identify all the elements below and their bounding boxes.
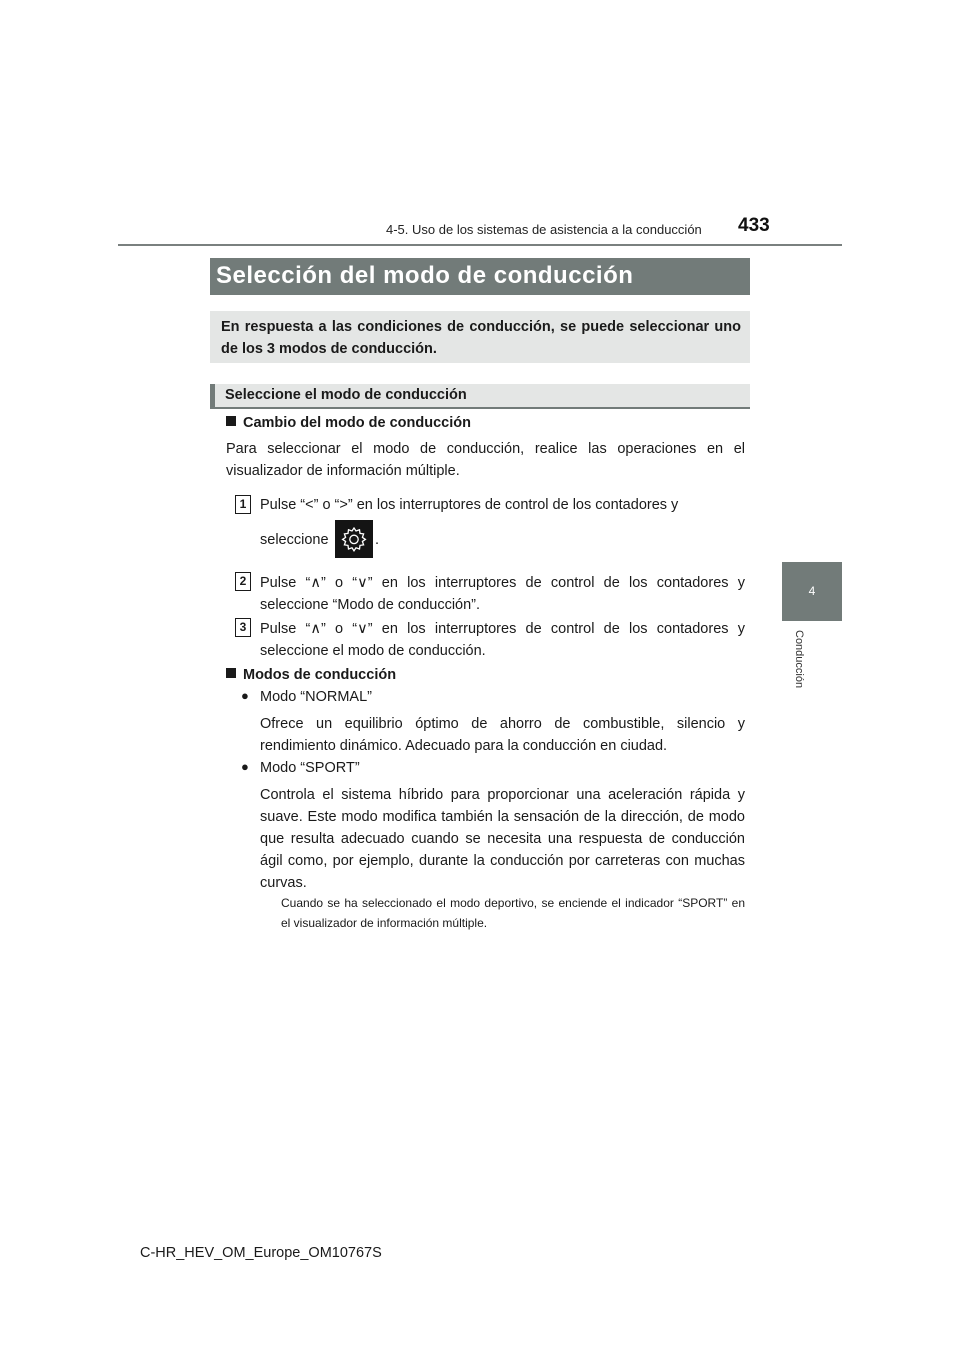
mode-sport-desc: Controla el sistema híbrido para proporcionar una aceleración rápida y suave. Este modo modifica también la sensación de la dirección, de modo que resulta adecuado cuando se necesita una respuesta de conducción ágil como, por ejemplo, durante la conducción por carreteras con muchas curvas. (260, 787, 745, 891)
subheading-bar (210, 384, 750, 409)
section-heading-driving-modes: Modos de conducción (226, 667, 396, 683)
mode-normal-desc: Ofrece un equilibrio óptimo de ahorro de combustible, silencio y rendimiento dinámico. Adecuado para la conducción en ciudad. (260, 716, 745, 754)
step-number-1: 1 (235, 495, 251, 514)
square-bullet-icon (226, 668, 236, 678)
step-2-text: Pulse “∧” o “∨” en los interruptores de control de los contadores y seleccione “Modo de conducción”. (260, 575, 745, 613)
mode-normal-name: Modo “NORMAL” (260, 689, 372, 705)
page-title: Selección del modo de conducción (216, 262, 634, 289)
step-1-text: Pulse “<” o “>” en los interruptores de control de los contadores y (260, 497, 679, 513)
settings-gear-icon (335, 520, 373, 558)
subheading-text: Seleccione el modo de conducción (225, 387, 467, 403)
chapter-number: 4 (808, 584, 816, 598)
section-title: 4-5. Uso de los sistemas de asistencia a la conducción (386, 222, 702, 237)
title-bar (210, 258, 750, 295)
round-bullet-icon: ● (241, 688, 249, 703)
mode-sport-name: Modo “SPORT” (260, 760, 360, 776)
chapter-side-tab (782, 562, 842, 621)
step-number-2: 2 (235, 572, 251, 591)
footer-document-id: C-HR_HEV_OM_Europe_OM10767S (140, 1245, 382, 1261)
round-bullet-icon: ● (241, 759, 249, 774)
subheading-accent (210, 384, 215, 407)
square-bullet-icon (226, 416, 236, 426)
page-number: 433 (738, 215, 770, 236)
chapter-side-label: Conducción (793, 630, 805, 689)
intro-box (210, 311, 750, 363)
intro-text: En respuesta a las condiciones de conducción, se puede seleccionar uno de los 3 modos de conducción. (221, 319, 741, 357)
step-1-select: seleccione (260, 532, 329, 548)
step-1-period: . (375, 532, 380, 548)
header-rule (118, 244, 842, 246)
step-3-text: Pulse “∧” o “∨” en los interruptores de control de los contadores y seleccione el modo de conducción. (260, 621, 745, 659)
section-heading-change-mode: Cambio del modo de conducción (226, 415, 471, 431)
sport-indicator-note: Cuando se ha seleccionado el modo deportivo, se enciende el indicador “SPORT” en el visualizador de información múltiple. (281, 896, 745, 930)
section1-intro: Para seleccionar el modo de conducción, realice las operaciones en el visualizador de información múltiple. (226, 441, 745, 479)
step-number-3: 3 (235, 618, 251, 637)
